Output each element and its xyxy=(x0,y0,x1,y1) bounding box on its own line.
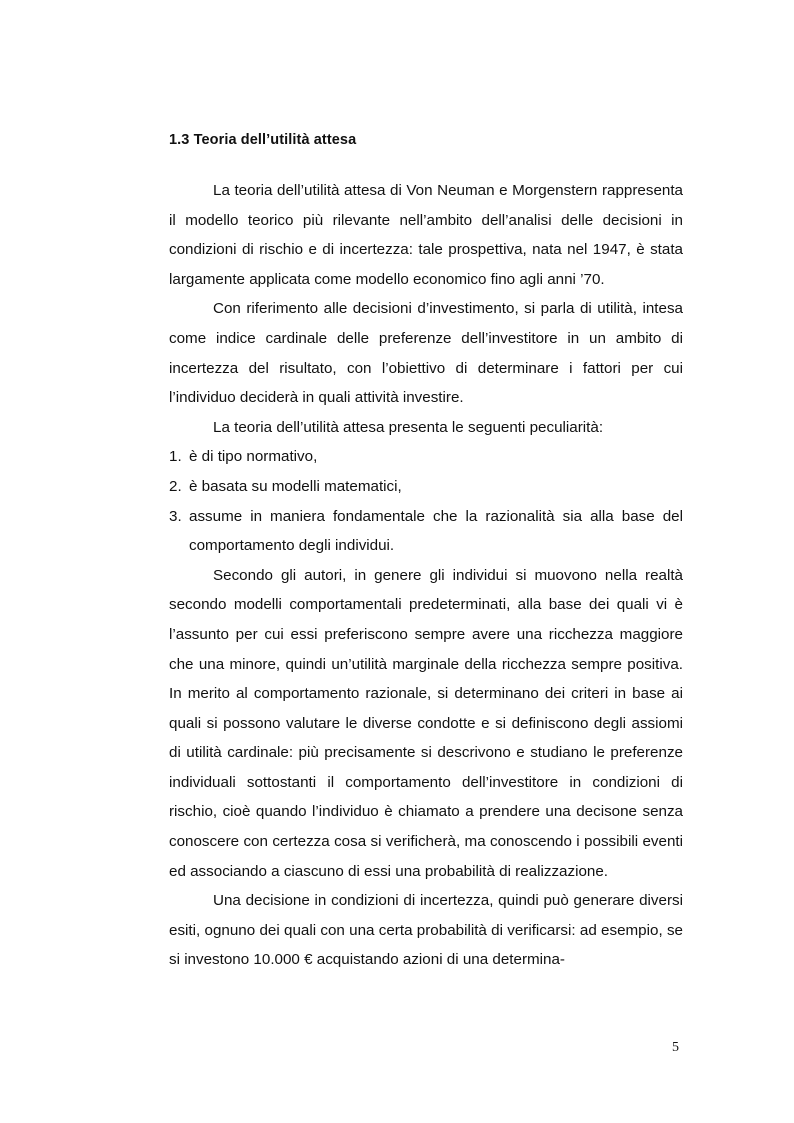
body-text xyxy=(169,176,683,975)
list-item-text: è basata su modelli matematici, xyxy=(189,477,402,495)
list-item-number: 2. xyxy=(169,477,182,495)
paragraph: La teoria dell’utilità attesa presenta le seguenti peculiarità: xyxy=(213,418,604,436)
paragraph: Secondo gli autori, in genere gli individui si muovono nella realtà secondo modelli comportamentali predeterminati, alla base dei quali vi è l’assunto per cui essi preferiscono sempre avere una ricchezza maggiore che una minore, quindi un’utilità marginale della ricchezza sempre positiva. In merito al comportamento razionale, si determinano dei criteri in base ai quali si possono valutare le diverse condotte e si definiscono degli assiomi di utilità cardinale: più precisamente si descrivono e studiano le preferenze individuali sottostanti il comportamento dell’investitore in condizioni di rischio, cioè quando l’individuo è chiamato a prendere una decisone senza conoscere con certezza cosa si verificherà, ma conoscendo i possibili eventi ed associando a ciascuno di essi una probabilità di realizzazione. xyxy=(169,566,683,880)
paragraph: Con riferimento alle decisioni d’investimento, si parla di utilità, intesa come indice cardinale delle preferenze dell’investitore in un ambito di incertezza del risultato, con l’obiettivo di determinare i fattori per cui l’individuo deciderà in quali attività investire. xyxy=(169,300,683,407)
list-item-text: assume in maniera fondamentale che la razionalità sia alla base del comportamento degli individui. xyxy=(189,507,683,555)
list-item xyxy=(169,472,683,502)
paragraph: La teoria dell’utilità attesa di Von Neuman e Morgenstern rappresenta il modello teorico più rilevante nell’ambito dell’analisi delle decisioni in condizioni di rischio e di incertezza: tale prospettiva, nata nel 1947, è stata largamente applicata come modello economico fino agli anni ’70. xyxy=(169,182,683,288)
page-number: 5 xyxy=(672,1040,679,1055)
list-item xyxy=(169,502,683,561)
peculiarities-list xyxy=(169,442,683,560)
list-item xyxy=(169,442,683,472)
paragraph: Una decisione in condizioni di incertezza, quindi può generare diversi esiti, ognuno dei quali con una certa probabilità di verificarsi: ad esempio, se si investono 10.000 € acquistando azioni di una determina- xyxy=(169,892,683,969)
list-item-number: 1. xyxy=(169,448,182,466)
section-heading: 1.3 Teoria dell’utilità attesa xyxy=(169,132,357,148)
list-item-text: è di tipo normativo, xyxy=(189,448,318,466)
list-item-number: 3. xyxy=(169,507,182,525)
